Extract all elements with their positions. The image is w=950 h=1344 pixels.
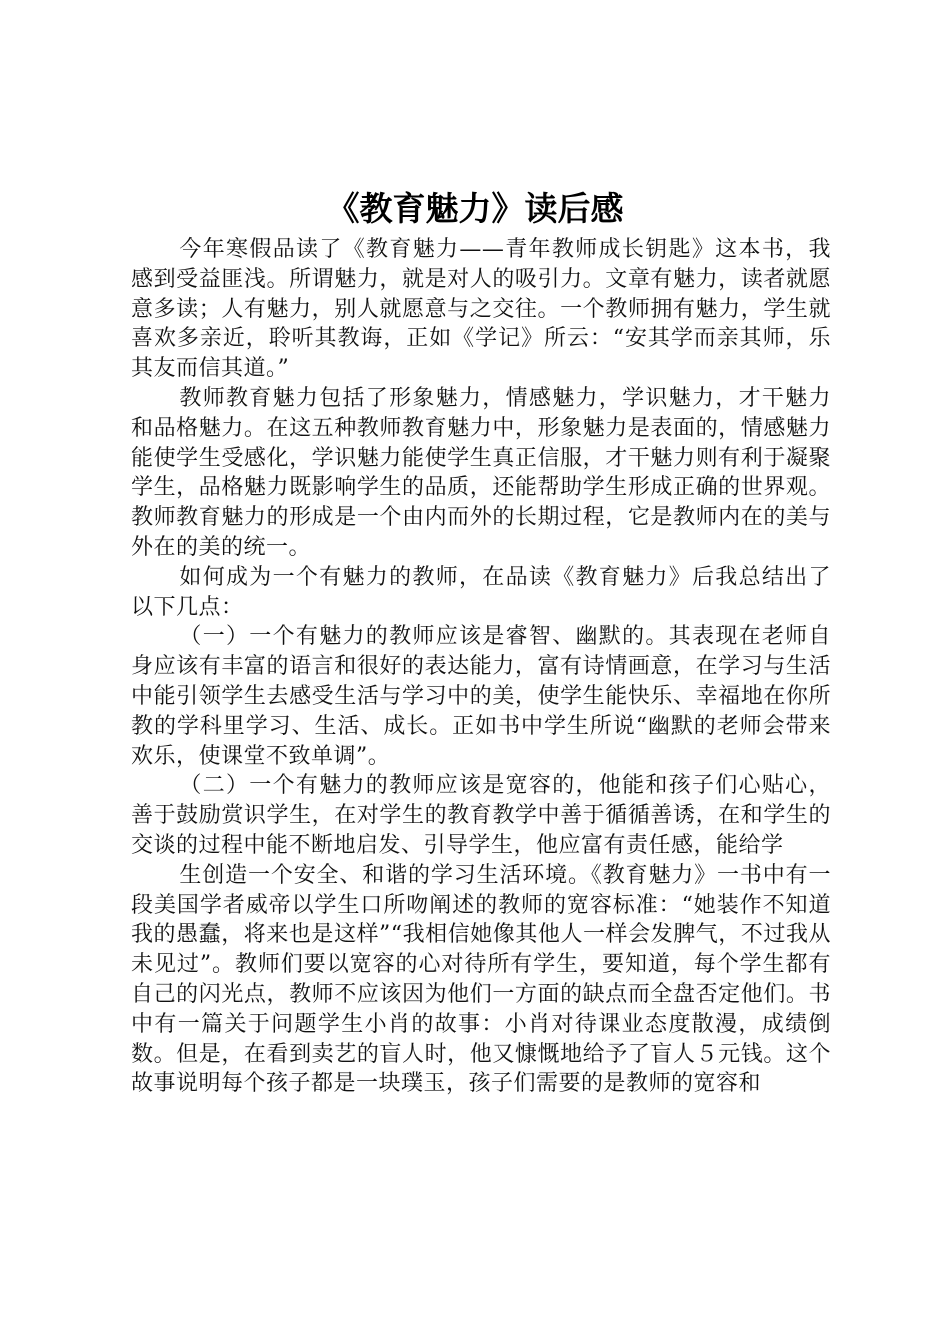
paragraph-point-one: （一）一个有魅力的教师应该是睿智、幽默的。其表现在老师自身应该有丰富的语言和很好的表达能力，富有诗情画意，在学习与生活中能引领学生去感受生活与学习中的美，使学生能快乐、幸福地在你所教的学科里学习、生活、成长。正如书中学生所说“幽默的老师会带来欢乐，使课堂不致单调”。 — [131, 624, 831, 769]
paragraph-point-two: （二）一个有魅力的教师应该是宽容的，他能和孩子们心贴心，善于鼓励赏识学生，在对学生的教育教学中善于循循善诱，在和学生的交谈的过程中能不断地启发、引导学生，他应富有责任感，能给学 — [131, 773, 831, 858]
document-body — [131, 235, 831, 1099]
paragraph-charm-types: 教师教育魅力包括了形象魅力，情感魅力，学识魅力，才干魅力和品格魅力。在这五种教师教育魅力中，形象魅力是表面的，情感魅力能使学生受感化，学识魅力能使学生真正信服，才干魅力则有利于凝聚学生，品格魅力既影响学生的品质，还能帮助学生形成正确的世界观。教师教育魅力的形成是一个由内而外的长期过程，它是教师内在的美与外在的美的统一。 — [131, 385, 831, 560]
document-title: 《教育魅力》读后感 — [326, 189, 624, 228]
paragraph-tolerance: 生创造一个安全、和谐的学习生活环境。《教育魅力》一书中有一段美国学者威帝以学生口所吻阐述的教师的宽容标准：“她装作不知道我的愚蠢，将来也是这样”“我相信她像其他人一样会发脾气，不过我从未见过”。教师们要以宽容的心对待所有学生，要知道，每个学生都有自己的闪光点，教师不应该因为他们一方面的缺点而全盘否定他们。书中有一篇关于问题学生小肖的故事：小肖对待课业态度散漫，成绩倒数。但是，在看到卖艺的盲人时，他又慷慨地给予了盲人５元钱。这个故事说明每个孩子都是一块璞玉，孩子们需要的是教师的宽容和 — [131, 862, 831, 1097]
paragraph-summary-lead: 如何成为一个有魅力的教师，在品读《教育魅力》后我总结出了以下几点： — [131, 564, 831, 620]
paragraph-intro: 今年寒假品读了《教育魅力——青年教师成长钥匙》这本书，我感到受益匪浅。所谓魅力，就是对人的吸引力。文章有魅力，读者就愿意多读；人有魅力，别人就愿意与之交往。一个教师拥有魅力，学生就喜欢多亲近，聆听其教诲，正如《学记》所云：“安其学而亲其师，乐其友而信其道。” — [131, 237, 831, 382]
